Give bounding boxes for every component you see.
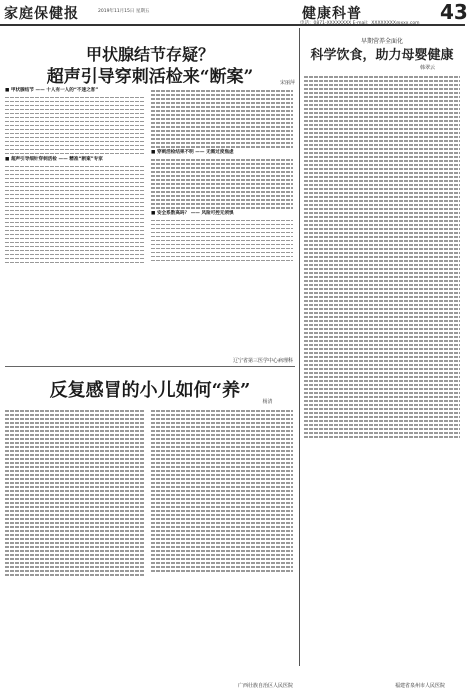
article3-body	[304, 74, 460, 678]
issue-date: 2019年11月15日 星期五	[98, 9, 150, 14]
article3-kicker: 早期营养全面化	[360, 38, 403, 45]
article1-byline: 宋丽萍	[279, 80, 295, 86]
article2-title: 反复感冒的小儿如何“养”	[49, 380, 251, 401]
section-name-right: 健康科普	[302, 6, 362, 22]
article1-subhead: ■ 安全系数高吗？ —— 风险可控无须惧	[151, 211, 234, 217]
article2-byline: 杨清	[262, 399, 273, 405]
article1-column-2	[151, 88, 293, 350]
section-separator	[5, 366, 295, 367]
article3-byline: 韩翠云	[420, 65, 436, 71]
article1-subhead: ■ 甲状腺结节 —— 十人有一人的“不速之客”	[5, 88, 99, 93]
article1-column-1	[5, 88, 145, 350]
contact-line: 电话：0871-XXXXXXXX E-mail：XXXXXXXX@xxx.com	[300, 21, 420, 26]
article2-credit: 广西壮族自治区人民医院	[237, 683, 293, 689]
page-number: 43	[440, 0, 468, 24]
article1-subhead: ■ 超声引导细针穿刺活检 —— 精准“断案”专家	[5, 156, 103, 162]
masthead	[0, 0, 468, 26]
article3-title: 科学饮食，助力母婴健康	[310, 48, 454, 63]
column-divider	[299, 28, 300, 666]
article2-column-1	[5, 408, 145, 683]
article3-credit: 福建省泉州市人民医院	[395, 683, 446, 689]
article2-column-2	[151, 408, 293, 678]
article1-credit: 辽宁省第三医学中心病理科	[232, 358, 293, 364]
article1-title-line2: 超声引导穿刺活检来“断案”	[46, 67, 254, 87]
article1-subhead: ■ 穿刺活检结果不明 —— 无需过度焦虑	[151, 150, 234, 156]
article1-title-line1: 甲状腺结节存疑？	[85, 45, 214, 64]
section-name-left: 家庭保健报	[4, 6, 79, 22]
